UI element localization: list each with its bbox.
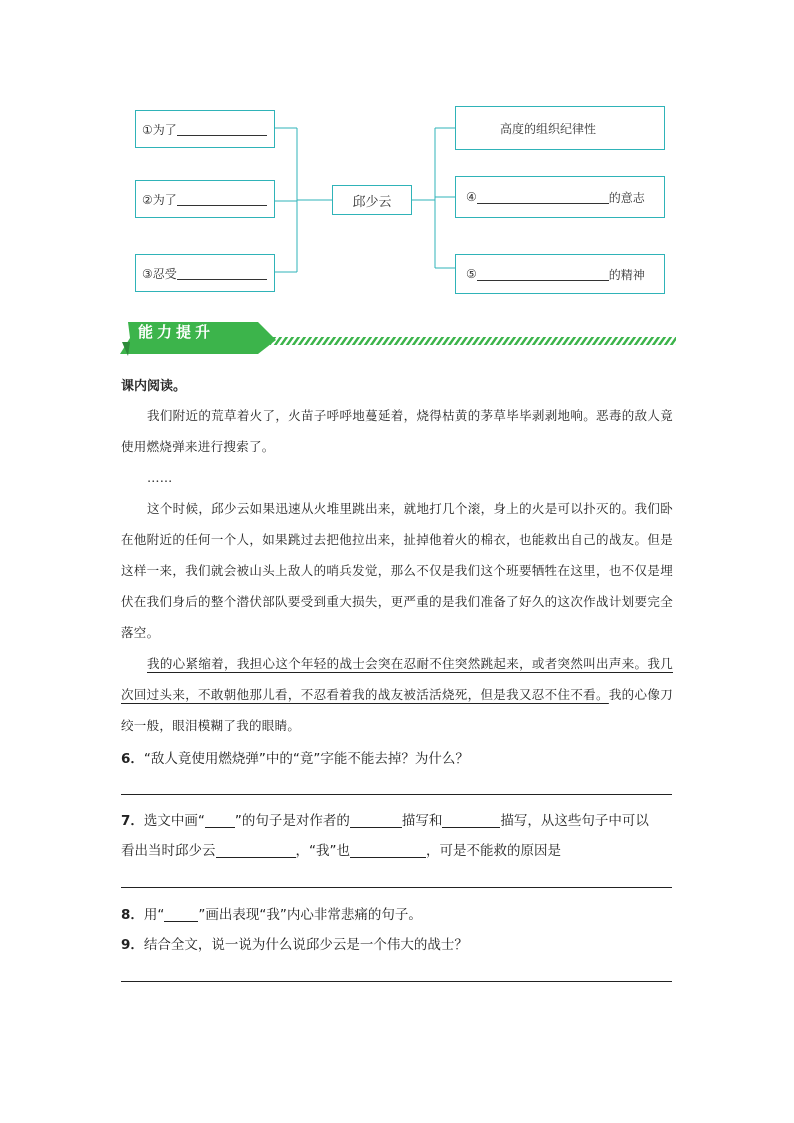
- reading-heading: 课内阅读。: [121, 379, 187, 394]
- answer-line[interactable]: [121, 887, 672, 888]
- passage-paragraph-2: [121, 493, 673, 648]
- passage-paragraph-3: [121, 648, 673, 741]
- right-box-2: [455, 176, 665, 218]
- left-box-3-label: ③忍受: [142, 266, 177, 281]
- question-9: [121, 930, 468, 960]
- passage-text: 这个时候，邱少云如果迅速从火堆里跳出来，就地打几个滚，身上的火是可以扑灭的。我们卧在他附近的任何一个人，如果跳过去把他拉出来，扯掉他着火的棉衣，也能救出自己的战友。但是这样一来，我们就会被山头上敌人的哨兵发觉，那么不仅是我们这个班要牺牲在这里，也不仅是埋伏在我们身后的整个潜伏部队要受到重大损失，更严重的是我们准备了好久的这次作战计划要完全落空。: [121, 501, 673, 640]
- center-box-label: 邱少云: [352, 194, 392, 210]
- answer-line[interactable]: [121, 981, 672, 982]
- question-text: ”画出表现“我”内心非常悲痛的句子。: [198, 907, 422, 923]
- question-text: 看出当时邱少云: [121, 843, 216, 859]
- answer-blank[interactable]: [477, 191, 609, 204]
- passage-text: 我的心像刀绞一般，眼泪模糊了我的眼睛。: [121, 687, 673, 733]
- answer-blank[interactable]: [350, 841, 426, 858]
- section-title: 能力提升: [138, 323, 215, 341]
- right-box-2-suffix: 的意志: [608, 190, 645, 205]
- question-8: [121, 900, 422, 930]
- question-text: 描写，从这些句子中可以: [500, 813, 649, 829]
- answer-blank[interactable]: [177, 193, 267, 206]
- question-number: 9．: [121, 937, 144, 953]
- left-box-2: [135, 180, 275, 218]
- left-box-2-label: ②为了: [142, 192, 177, 207]
- right-box-3: [455, 254, 665, 294]
- question-text: 描写和: [401, 813, 443, 829]
- question-7: [121, 806, 681, 866]
- answer-blank[interactable]: [477, 268, 609, 281]
- question-number: 6．: [121, 751, 144, 767]
- question-text: ，可是不能救的原因是: [426, 843, 561, 859]
- line-sample: [205, 811, 235, 828]
- answer-line[interactable]: [121, 794, 672, 795]
- question-text: 用“: [143, 907, 165, 923]
- answer-blank[interactable]: [177, 123, 267, 136]
- left-box-3: [135, 254, 275, 292]
- left-box-1: [135, 110, 275, 148]
- ellipsis-text: ……: [147, 470, 173, 485]
- passage-text: 我们附近的荒草着火了，火苗子呼呼地蔓延着，烧得枯黄的茅草毕毕剥剥地响。恶毒的敌人竟使用燃烧弹来进行搜索了。: [121, 408, 673, 454]
- question-text: ，“我”也: [295, 843, 350, 859]
- answer-blank[interactable]: [442, 811, 500, 828]
- right-box-3-suffix: 的精神: [608, 267, 645, 282]
- question-text: 结合全文，说一说为什么说邱少云是一个伟大的战士？: [143, 937, 468, 953]
- question-text: ”的句子是对作者的: [234, 813, 350, 829]
- right-box-1: [455, 106, 665, 150]
- question-text: “敌人竟使用燃烧弹”中的“竟”字能不能去掉？为什么？: [143, 751, 469, 767]
- question-number: 7．: [121, 813, 144, 829]
- underlined-sentences: 我的心紧缩着，我担心这个年轻的战士会突在忍耐不住突然跳起来，或者突然叫出声来。我几次回过头来，不敢朝他那儿看，不忍看着我的战友被活活烧死，但是我又忍不住不看。: [121, 656, 673, 702]
- diagram-connectors: [0, 0, 794, 320]
- right-box-3-prefix: ⑤: [466, 267, 477, 281]
- question-6: [121, 744, 469, 774]
- answer-blank[interactable]: [216, 841, 296, 858]
- center-box: [332, 185, 412, 215]
- left-box-1-label: ①为了: [142, 122, 177, 137]
- right-box-2-prefix: ④: [466, 190, 477, 204]
- question-text: 选文中画“: [143, 813, 205, 829]
- passage-paragraph-1: [121, 400, 673, 462]
- passage-ellipsis: [121, 462, 673, 493]
- line-sample: [164, 905, 198, 922]
- question-number: 8．: [121, 907, 144, 923]
- right-box-1-label: 高度的组织纪律性: [500, 121, 597, 136]
- answer-blank[interactable]: [350, 811, 402, 828]
- answer-blank[interactable]: [177, 267, 267, 280]
